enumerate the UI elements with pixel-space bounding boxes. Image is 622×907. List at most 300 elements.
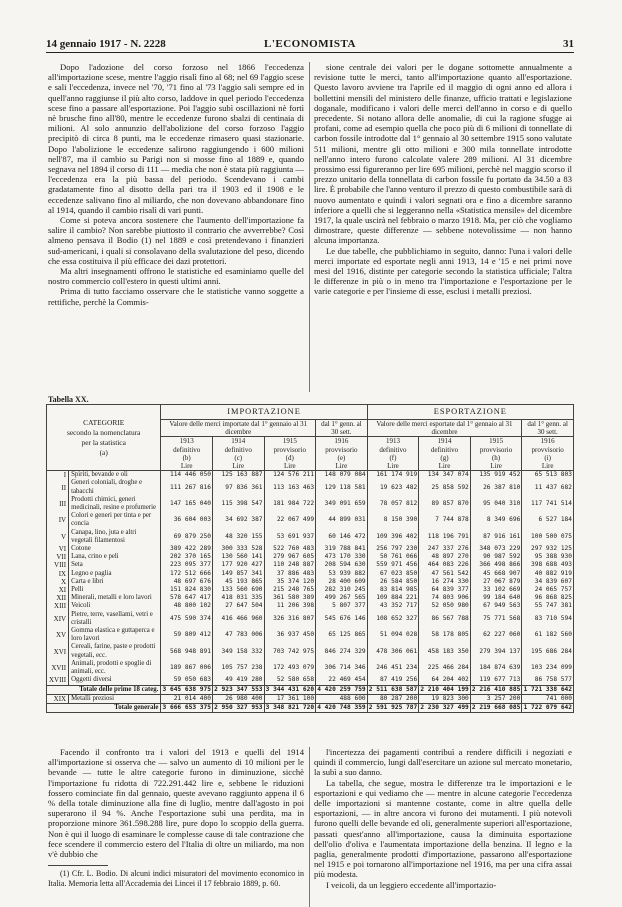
value-cell: 19 823 300 <box>419 694 471 703</box>
value-cell: 52 050 980 <box>419 602 471 610</box>
paragraph: Prima di tutto facciamo osservare che le statistiche vanno soggette a rettifiche, perchè la Commis- <box>48 286 304 307</box>
value-cell: 83 710 594 <box>522 611 574 627</box>
year-header-year: 1915 <box>489 437 504 446</box>
value-cell: 125 163 887 <box>212 471 264 480</box>
value-cell: 109 884 221 <box>367 594 419 602</box>
value-cell: 25 858 592 <box>419 479 471 495</box>
value-cell: 3 257 200 <box>470 694 522 703</box>
text-column-top-left <box>48 62 304 307</box>
year-header-kind: provvisorio <box>273 445 306 454</box>
category-number: VII <box>47 553 69 561</box>
text-column-bottom-right <box>314 747 572 890</box>
value-cell: 366 498 866 <box>470 561 522 569</box>
value-cell: 578 647 417 <box>161 594 213 602</box>
value-cell: 11 206 398 <box>264 602 316 610</box>
category-number: XVIII <box>47 676 69 685</box>
category-number: V <box>47 529 69 545</box>
value-cell: 37 886 483 <box>264 570 316 578</box>
category-name: Pelli <box>69 586 161 594</box>
year-header-unit: Lire <box>541 462 554 471</box>
total-value-cell: 2 923 347 553 <box>214 685 263 693</box>
category-name: Veicoli <box>69 602 161 610</box>
value-cell: 319 788 841 <box>316 545 368 553</box>
category-name: Animali, prodotti e spoglie di animali, ecc. <box>69 660 161 676</box>
value-cell: 105 757 238 <box>212 660 264 676</box>
year-header-unit: Lire <box>232 462 245 471</box>
total-value-cell: 2 230 327 499 <box>420 703 469 711</box>
paragraph: La tabella, che segue, mostra le differenze tra le importazioni e le esportazioni e qui vediamo che — mentre in alcune categorie l'eccedenza delle importazioni si mantenne costante, come in altre quella delle esportazioni, — in altre ancora vi furono dei mutamenti. I più notevoli furono quelli delle bevande ed oli, generalmente superiori all'esportazione, passati quest'anno all'importazione, causa la diminuita esportazione dell'olio d'oliva e l'aumentata importazione della benzina. Il legno e la paglia, generalmente prodotti d'importazione, passarono all'esportazione nel 1915 e poi tornarono all'importazione nel 1916, ma per una cifra assai più modesta. <box>314 777 572 880</box>
year-header-tag: (b) <box>182 453 191 462</box>
value-cell: 389 422 289 <box>161 545 213 553</box>
year-column-header <box>316 437 368 471</box>
value-cell: 161 174 919 <box>367 471 419 480</box>
category-number: III <box>47 496 69 512</box>
value-cell: 47 783 006 <box>212 627 264 643</box>
total-value-cell: 4 420 259 759 <box>317 685 366 693</box>
journal-title: L'ECONOMISTA <box>264 38 356 50</box>
value-cell: 65 513 803 <box>522 471 574 480</box>
value-cell: 35 374 120 <box>264 578 316 586</box>
table-row <box>47 660 574 676</box>
year-header-year: 1916 <box>540 437 555 446</box>
value-cell: 60 146 472 <box>316 529 368 545</box>
category-number: XII <box>47 594 69 602</box>
category-number: VI <box>47 545 69 553</box>
value-cell: 172 512 666 <box>161 570 213 578</box>
value-cell: 95 040 310 <box>470 496 522 512</box>
value-cell: 5 807 377 <box>316 602 368 610</box>
table-row <box>47 627 574 643</box>
value-cell: 59 050 683 <box>161 676 213 685</box>
value-cell: 282 310 245 <box>316 586 368 594</box>
category-number: I <box>47 471 69 480</box>
value-cell: 64 204 402 <box>419 676 471 685</box>
category-number: XVI <box>47 643 69 659</box>
category-name: Gomma elastica e guttaperca e loro lavori <box>69 627 161 643</box>
text-column-bottom-left <box>48 747 304 888</box>
value-cell: 225 466 284 <box>419 660 471 676</box>
total-label: Totale delle prime 18 categ. <box>47 685 161 694</box>
export-group-header: ESPORTAZIONE <box>367 405 573 420</box>
value-cell: 568 948 891 <box>161 643 213 659</box>
value-cell: 418 031 335 <box>212 594 264 602</box>
year-column-header <box>264 437 316 471</box>
category-number: VIII <box>47 561 69 569</box>
subtotal-row <box>47 685 574 694</box>
category-number: XVII <box>47 660 69 676</box>
category-name: Carta e libri <box>69 578 161 586</box>
category-name: Canapa, lino, juta e altri vegetali filamentosi <box>69 529 161 545</box>
total-value-cell: 1 722 079 642 <box>523 703 572 711</box>
category-name: Cotone <box>69 545 161 553</box>
issue-date: 14 gennaio 1917 - N. 2228 <box>46 38 166 50</box>
category-name: Minerali, metalli e loro lavori <box>69 594 161 602</box>
table-row <box>47 512 574 528</box>
value-cell: 87 419 256 <box>367 676 419 685</box>
value-cell: 115 398 547 <box>212 496 264 512</box>
year-header-tag: (g) <box>440 453 449 462</box>
paragraph: Ma altri insegnamenti offrono le statistiche ed esaminiamo quelle del nostro commercio coll'estero in questi ultimi anni. <box>48 266 304 287</box>
value-cell: 279 394 137 <box>470 643 522 659</box>
value-cell: 117 741 514 <box>522 496 574 512</box>
value-cell: 86 567 788 <box>419 611 471 627</box>
value-cell: 36 937 450 <box>264 627 316 643</box>
year-column-header <box>522 437 574 471</box>
value-cell: 135 919 452 <box>470 471 522 480</box>
value-cell: 133 560 690 <box>212 586 264 594</box>
import-sept-subheader: dal 1° genn. al 30 sett. <box>316 420 368 437</box>
table-row <box>47 471 574 480</box>
year-header-kind: definitivo <box>224 445 252 454</box>
table-row <box>47 570 574 578</box>
value-cell: 17 361 100 <box>264 694 316 703</box>
value-cell: 416 466 960 <box>212 611 264 627</box>
value-cell: 80 287 200 <box>367 694 419 703</box>
total-value-cell: 3 645 638 975 <box>162 685 211 693</box>
paragraph: Come si poteva ancora sostenere che l'aumento dell'importazione fa salire il cambio? Non sarebbe piuttosto il contrario che avverrebbe? Così almeno pensava il Bodio (1) nel 1889 e così pretendevano i finanzieri sud-americani, i quali si consolavano della svalutazione del peso, dicendo che essa costituiva il più efficace dei dazi protettori. <box>48 215 304 266</box>
value-cell: 26 387 810 <box>470 479 522 495</box>
value-cell: 61 182 560 <box>522 627 574 643</box>
value-cell: 21 014 400 <box>161 694 213 703</box>
value-cell: 48 697 676 <box>161 578 213 586</box>
total-value-cell: 3 344 431 620 <box>265 685 315 693</box>
year-header-year: 1914 <box>231 437 246 446</box>
total-label: Totale generale <box>47 703 161 712</box>
value-cell: 67 949 563 <box>470 602 522 610</box>
value-cell: 34 692 387 <box>212 512 264 528</box>
category-name: Cereali, farine, paste e prodotti vegetali, ecc. <box>69 643 161 659</box>
value-cell: 8 150 390 <box>367 512 419 528</box>
category-number: X <box>47 578 69 586</box>
value-cell: 44 899 031 <box>316 512 368 528</box>
paragraph: Facendo il confronto tra i valori del 1913 e quelli del 1914 all'importazione si osserva che — salvo un aumento di 10 milioni per le bevande — tutte le altre categorie furono in diminuzione, sicchè l'importazione fu ridotta di 722.291.442 lire e, sebbene le riduzioni fossero cominciate fin dal gennaio, queste avevano raggiunto appena il 6 % della totale diminuzione alla fine di luglio, mentre dall'agosto in poi superarono il 94 %. Anche l'esportazione subì una perdita, ma in proporzione minore 361.598.288 lire, pure dopo lo scoppio della guerra. Non è qui il luogo di esaminare le complesse cause di tale contrazione che fece scendere il commercio estero del l'Italia di oltre un miliardo, ma non v'è dubbio che <box>48 747 304 860</box>
category-number: XI <box>47 586 69 594</box>
year-column-header <box>212 437 264 471</box>
paragraph: I veicoli, da un leggiero eccedente all'importazio- <box>326 879 497 890</box>
value-cell: 87 916 161 <box>470 529 522 545</box>
value-cell: 499 267 565 <box>316 594 368 602</box>
paragraph: Le due tabelle, che pubblichiamo in seguito, danno: l'una i valori delle merci importate ed esportate negli anni 1913, 14 e '15 e nei primi nove mesi del 1916, distinte per categorie secondo la statistica ufficiale; l'altra le differenze in più o in meno tra l'importazione e l'esportazione per le varie categorie e per l'insieme di esse, esclusi i metalli preziosi. <box>314 245 572 297</box>
year-header-kind: provvisorio <box>325 445 358 454</box>
value-cell: 55 747 381 <box>522 602 574 610</box>
value-cell: 27 647 504 <box>212 602 264 610</box>
value-cell: 846 274 329 <box>316 643 368 659</box>
text-column-top-right <box>314 62 572 297</box>
value-cell: 36 604 003 <box>161 512 213 528</box>
year-header-tag: (i) <box>544 453 551 462</box>
category-name: Legno e paglia <box>69 570 161 578</box>
value-cell: 100 500 075 <box>522 529 574 545</box>
total-value-cell: 2 219 668 085 <box>471 703 521 711</box>
value-cell: 741 000 <box>522 694 574 703</box>
year-column-header <box>419 437 471 471</box>
value-cell: 118 196 791 <box>419 529 471 545</box>
value-cell: 90 987 592 <box>470 553 522 561</box>
value-cell: 28 400 609 <box>316 578 368 586</box>
value-cell: 48 800 102 <box>161 602 213 610</box>
value-cell: 49 419 280 <box>212 676 264 685</box>
category-name: Generi coloniali, droghe e tabacchi <box>69 479 161 495</box>
table-row <box>47 676 574 685</box>
value-cell: 247 337 276 <box>419 545 471 553</box>
value-cell: 22 469 454 <box>316 676 368 685</box>
value-cell: 300 333 528 <box>212 545 264 553</box>
value-cell: 26 980 400 <box>212 694 264 703</box>
year-header-kind: provvisorio <box>531 445 564 454</box>
value-cell: 114 446 050 <box>161 471 213 480</box>
value-cell: 202 370 165 <box>161 553 213 561</box>
category-name: Seta <box>69 561 161 569</box>
value-cell: 148 079 084 <box>316 471 368 480</box>
year-header-unit: Lire <box>283 462 296 471</box>
value-cell: 48 897 270 <box>419 553 471 561</box>
value-cell: 124 576 211 <box>264 471 316 480</box>
value-cell: 6 527 184 <box>522 512 574 528</box>
value-cell: 348 073 229 <box>470 545 522 553</box>
year-header-year: 1913 <box>179 437 194 446</box>
category-header-line: secondo la nomenclatura <box>66 427 141 437</box>
value-cell: 151 824 830 <box>161 586 213 594</box>
category-name: Prodotti chimici, generi medicinali, resine e profumerie <box>69 496 161 512</box>
table-row <box>47 529 574 545</box>
value-cell: 349 158 332 <box>212 643 264 659</box>
import-group-header: IMPORTAZIONE <box>161 405 367 420</box>
table-title: Tabella XX. <box>48 395 89 404</box>
year-header-tag: (h) <box>491 453 501 462</box>
value-cell: 349 091 659 <box>316 496 368 512</box>
category-name: Pietre, terre, vasellami, vetri e cristalli <box>69 611 161 627</box>
value-cell: 130 560 141 <box>212 553 264 561</box>
year-header-tag: (d) <box>285 453 294 462</box>
value-cell: 24 065 757 <box>522 586 574 594</box>
value-cell: 297 932 125 <box>522 545 574 553</box>
category-number: XV <box>47 627 69 643</box>
value-cell: 40 882 919 <box>522 570 574 578</box>
value-cell: 361 580 389 <box>264 594 316 602</box>
value-cell: 464 083 226 <box>419 561 471 569</box>
category-number: II <box>47 479 69 495</box>
value-cell: 279 967 605 <box>264 553 316 561</box>
year-header-tag: (e) <box>337 453 346 462</box>
paragraph: l'incertezza dei pagamenti contribuì a rendere difficili i negoziati e quindi il commercio, lungi dall'esercitare un azione sul mercato monetario, la subì a suo danno. <box>314 747 572 778</box>
export-subheader: Valore delle merci esportate dal 1° gennaio al 31 dicembre <box>367 420 522 437</box>
category-number: IV <box>47 512 69 528</box>
value-cell: 119 677 713 <box>470 676 522 685</box>
value-cell: 184 874 639 <box>470 660 522 676</box>
value-cell: 47 561 542 <box>419 570 471 578</box>
value-cell: 69 879 250 <box>161 529 213 545</box>
table-row <box>47 496 574 512</box>
value-cell: 134 347 074 <box>419 471 471 480</box>
value-cell: 215 248 765 <box>264 586 316 594</box>
import-subheader: Valore delle merci importate dal 1° gennaio al 31 dicembre <box>161 420 316 437</box>
value-cell: 50 761 066 <box>367 553 419 561</box>
total-value-cell: 3 348 821 720 <box>265 703 315 711</box>
year-header-kind: definitivo <box>173 445 201 454</box>
value-cell: 458 183 350 <box>419 643 471 659</box>
value-cell: 95 388 930 <box>522 553 574 561</box>
value-cell: 53 939 882 <box>316 570 368 578</box>
value-cell: 306 714 346 <box>316 660 368 676</box>
value-cell: 109 396 402 <box>367 529 419 545</box>
value-cell: 326 316 807 <box>264 611 316 627</box>
year-column-header <box>367 437 419 471</box>
value-cell: 43 352 717 <box>367 602 419 610</box>
table-row <box>47 578 574 586</box>
total-value-cell: 2 511 638 587 <box>368 685 418 693</box>
year-header-year: 1913 <box>385 437 400 446</box>
value-cell: 111 267 816 <box>161 479 213 495</box>
value-cell: 11 437 682 <box>522 479 574 495</box>
category-header-line: CATEGORIE <box>83 417 125 427</box>
value-cell: 86 758 577 <box>522 676 574 685</box>
value-cell: 181 984 722 <box>264 496 316 512</box>
year-header-kind: provvisorio <box>479 445 513 454</box>
category-name: Spiriti, bevande e oli <box>69 471 161 480</box>
value-cell: 64 839 377 <box>419 586 471 594</box>
table-row <box>47 594 574 602</box>
year-column-header <box>161 437 213 471</box>
value-cell: 488 600 <box>316 694 368 703</box>
category-number: XIX <box>47 694 69 703</box>
value-cell: 48 320 155 <box>212 529 264 545</box>
total-value-cell: 2 950 327 953 <box>214 703 263 711</box>
table-row <box>47 479 574 495</box>
value-cell: 522 760 483 <box>264 545 316 553</box>
value-cell: 74 803 906 <box>419 594 471 602</box>
total-value-cell: 1 721 338 642 <box>523 685 572 693</box>
value-cell: 22 067 499 <box>264 512 316 528</box>
value-cell: 8 349 696 <box>470 512 522 528</box>
value-cell: 99 184 640 <box>470 594 522 602</box>
value-cell: 26 584 850 <box>367 578 419 586</box>
value-cell: 58 178 805 <box>419 627 471 643</box>
total-value-cell: 2 210 404 199 <box>420 685 469 693</box>
value-cell: 478 306 061 <box>367 643 419 659</box>
category-name: Colori e generi per tinta e per concia <box>69 512 161 528</box>
value-cell: 97 836 361 <box>212 479 264 495</box>
value-cell: 78 057 812 <box>367 496 419 512</box>
total-value-cell: 3 666 653 375 <box>162 703 211 711</box>
year-header-unit: Lire <box>387 462 399 471</box>
footnote-rule <box>48 865 108 866</box>
paragraph: Dopo l'adozione del corso forzoso nel 1866 l'eccedenza all'importazione scese, mentre l'aggio risalì fino al 68; nel 69 l'aggio scese e sali l'eccedenza, invece nel '70, '71 fino al '73 l'aggio sali sempre ed in quell'anno raggiunse il più alto corso, laddove in quel periodo l'eccedenza scese fino a passare all'esportazione. Poi l'aggio subì oscillazioni nè fortì nè brusche fino all'80, mentre le eccedenze furono sbalzi di centinaia di milioni. Al solo annunzio dell'abolizione del corso forzoso l'aggio precipitò di circa 8 punti, ma le eccedenze rimasero quasi stazionarie. Dopo l'abolizione le eccedenze salirono raggiungendo i 600 milioni nell'87, ma il cambio su Parigi non si mosse fino al 1889 e, quando segnava nel 1894 il corso di 111 — media che non è stata più raggiunta — l'eccedenza era la più bassa del periodo. Scendevano i cambi gradatamente fino al disotto della pari tra il 1903 ed il 1908 e le eccedenze salivano fino al miliardo, che non dovevano abbandonare fino al 1914, quando il cambio risalì di vari punti. <box>48 62 304 215</box>
column-divider <box>309 62 310 392</box>
value-cell: 33 102 669 <box>470 586 522 594</box>
trade-statistics-table <box>46 404 574 713</box>
table-row <box>47 602 574 610</box>
value-cell: 256 797 230 <box>367 545 419 553</box>
footnote: (1) Cfr. L. Bodio. Di alcuni indici misuratori del movimento economico in Italia. Memoria letta all'Accademia dei Lincei il 17 febbraio 1889, p. 60. <box>48 869 304 888</box>
category-name: Oggetti diversi <box>69 676 161 685</box>
table-row <box>47 561 574 569</box>
grand-total-row <box>47 703 574 712</box>
category-number: XIII <box>47 602 69 610</box>
value-cell: 34 839 607 <box>522 578 574 586</box>
category-name: Lana, crino e peli <box>69 553 161 561</box>
table-row-precious-metals <box>47 694 574 703</box>
value-cell: 208 594 630 <box>316 561 368 569</box>
total-value-cell: 2 591 925 787 <box>368 703 418 711</box>
table-row <box>47 586 574 594</box>
value-cell: 475 590 374 <box>161 611 213 627</box>
value-cell: 195 686 284 <box>522 643 574 659</box>
category-header-line: (a) <box>99 447 108 457</box>
category-number: XIV <box>47 611 69 627</box>
value-cell: 545 676 146 <box>316 611 368 627</box>
table-row <box>47 643 574 659</box>
year-header-kind: definitivo <box>379 445 407 454</box>
value-cell: 89 857 870 <box>419 496 471 512</box>
year-header-year: 1915 <box>282 437 297 446</box>
value-cell: 96 868 825 <box>522 594 574 602</box>
value-cell: 75 771 568 <box>470 611 522 627</box>
value-cell: 172 493 079 <box>264 660 316 676</box>
value-cell: 83 814 985 <box>367 586 419 594</box>
year-header-unit: Lire <box>335 462 348 471</box>
value-cell: 147 165 040 <box>161 496 213 512</box>
value-cell: 45 668 907 <box>470 570 522 578</box>
value-cell: 703 742 975 <box>264 643 316 659</box>
value-cell: 559 971 456 <box>367 561 419 569</box>
year-header-unit: Lire <box>490 462 502 471</box>
value-cell: 189 867 006 <box>161 660 213 676</box>
value-cell: 177 920 427 <box>212 561 264 569</box>
value-cell: 65 125 865 <box>316 627 368 643</box>
value-cell: 149 857 341 <box>212 570 264 578</box>
total-value-cell: 4 420 748 359 <box>317 703 366 711</box>
value-cell: 108 652 327 <box>367 611 419 627</box>
category-number: IX <box>47 570 69 578</box>
category-header-line: per la statistica <box>81 437 126 447</box>
total-value-cell: 2 216 410 885 <box>471 685 521 693</box>
table-row <box>47 545 574 553</box>
year-header-unit: Lire <box>438 462 451 471</box>
value-cell: 52 580 658 <box>264 676 316 685</box>
value-cell: 62 227 060 <box>470 627 522 643</box>
category-header <box>47 405 161 471</box>
year-header-year: 1914 <box>437 437 452 446</box>
page-number: 31 <box>563 38 574 50</box>
value-cell: 51 094 028 <box>367 627 419 643</box>
value-cell: 223 095 377 <box>161 561 213 569</box>
table-row <box>47 553 574 561</box>
column-divider <box>309 747 310 907</box>
value-cell: 53 691 937 <box>264 529 316 545</box>
year-header-tag: (c) <box>234 453 243 462</box>
value-cell: 67 023 850 <box>367 570 419 578</box>
table-row <box>47 611 574 627</box>
value-cell: 246 451 234 <box>367 660 419 676</box>
value-cell: 7 744 878 <box>419 512 471 528</box>
value-cell: 113 163 463 <box>264 479 316 495</box>
paragraph: sione centrale dei valori per le dogane sottomette annualmente a revisione tutte le merci, tanto all'importazione quanto all'esportazione. Questo lavoro avviene tra l'aprile ed il maggio di ogni anno ed allora i bollettini mensili del ministero delle finanze, ufficio trattati e legislazione doganale, modificano i valori delle merci dell'anno in corso e di quello precedente. Si notano allora delle anomalie, di cui la ragione sfugge ai profani, come ad esempio quella che poco più di 6 milioni di tonnellate di carbon fossile introdotte dal 1° gennaio al 30 settembre 1915 sono valutate 511 milioni, mentre gli otto milioni e 300 mila tonnellate introdotte nell'anno intero furono calcolate valere 289 milioni. Al 31 dicembre prossimo essi figureranno per lire 695 milioni, perchè nel maggio scorso il prezzo unitario della tonnellata di carbon fossile fu portato da 34.50 a 83 lire. È probabile che l'anno venturo il prezzo di questo combustibile sarà di nuovo aumentato e quindi i valori segnati ora e fino a dicembre saranno inferiore a quelli che si leggeranno nella «Statistica mensile» del dicembre 1917, la quale uscirà nel febbraio o marzo 1918. Ma, per ciò che vogliamo dimostrare, queste differenze — sebbene notevolissime — non hanno alcuna importanza. <box>314 62 572 246</box>
export-sept-subheader: dal 1° genn. al 30 sett. <box>522 420 574 437</box>
value-cell: 103 234 099 <box>522 660 574 676</box>
value-cell: 110 248 887 <box>264 561 316 569</box>
value-cell: 473 170 330 <box>316 553 368 561</box>
year-header-unit: Lire <box>180 462 193 471</box>
value-cell: 19 623 482 <box>367 479 419 495</box>
value-cell: 59 809 412 <box>161 627 213 643</box>
value-cell: 45 193 865 <box>212 578 264 586</box>
year-header-year: 1916 <box>334 437 349 446</box>
year-column-header <box>470 437 522 471</box>
year-header-kind: definitivo <box>430 445 459 454</box>
value-cell: 27 067 879 <box>470 578 522 586</box>
value-cell: 398 688 493 <box>522 561 574 569</box>
page-header <box>46 36 574 53</box>
